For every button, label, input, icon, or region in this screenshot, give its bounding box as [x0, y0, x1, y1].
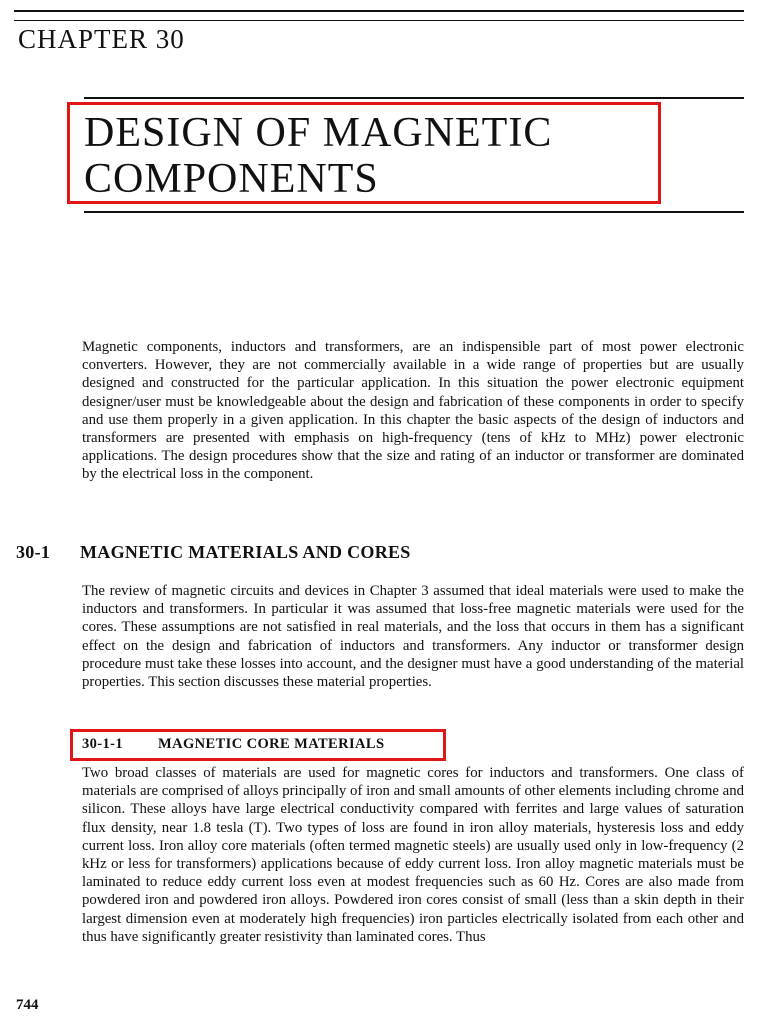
section-heading	[16, 542, 411, 563]
section-number: 30-1	[16, 542, 51, 562]
chapter-label: CHAPTER 30	[18, 24, 185, 54]
subsection-number: 30-1-1	[82, 736, 124, 752]
chapter-title: DESIGN OF MAGNETIC COMPONENTS	[84, 110, 553, 202]
section-title: MAGNETIC MATERIALS AND CORES	[80, 542, 411, 562]
title-top-rule	[84, 97, 744, 99]
intro-paragraph: Magnetic components, inductors and transformers, are an indispensible part of most power electronic converters. However, they are not commercially available in a wide range of properties but are usually designed and constructed for the particular application. In this situation the power electronic equipment designer/user must be knowledgeable about the design and fabrication of these components in order to specify and use them properly in a given application. In this chapter the basic aspects of the design of inductors and transformers are presented with emphasis on high-frequency (tens of kHz to MHz) power electronic applications. The design procedures show that the size and rating of an inductor or transformer are dominated by the electrical loss in the component.	[82, 339, 744, 483]
top-rule-thin	[14, 20, 744, 21]
title-bottom-rule	[84, 211, 744, 213]
subsection-heading	[82, 736, 384, 753]
page-number: 744	[16, 997, 39, 1013]
top-rule-thick	[14, 10, 744, 12]
subsection-paragraph: Two broad classes of materials are used for magnetic cores for inductors and transformers. One class of materials are comprised of alloys principally of iron and small amounts of other elements including chrome and silicon. These alloys have large electrical conductivity compared with ferrites and large values of saturation flux density, near 1.8 tesla (T). Two types of loss are found in iron alloy materials, hysteresis loss and eddy current loss. Iron alloy core materials (often termed magnetic steels) are usually used only in low-frequency (2 kHz or less for transformers) applications because of eddy current loss. Iron alloy magnetic materials must be laminated to reduce eddy current loss even at modest frequencies such as 60 Hz. Cores are also made from powdered iron and powdered iron alloys. Powdered iron cores consist of small (less than a skin depth in their largest dimension even at moderately high frequencies) iron particles electrically isolated from each other and thus have significantly greater resistivity than laminated cores. Thus	[82, 765, 744, 945]
subsection-title: MAGNETIC CORE MATERIALS	[158, 736, 385, 752]
section-paragraph: The review of magnetic circuits and devices in Chapter 3 assumed that ideal materials were used to make the inductors and transformers. In particular it was assumed that loss-free magnetic materials were used for the cores. These assumptions are not satisfied in real materials, and the loss that occurs in them has a significant effect on the design and fabrication of inductors and transformers. Any inductor or transformer design procedure must take these losses into account, and the designer must have a good understanding of the material properties. This section discusses these material properties.	[82, 583, 744, 691]
